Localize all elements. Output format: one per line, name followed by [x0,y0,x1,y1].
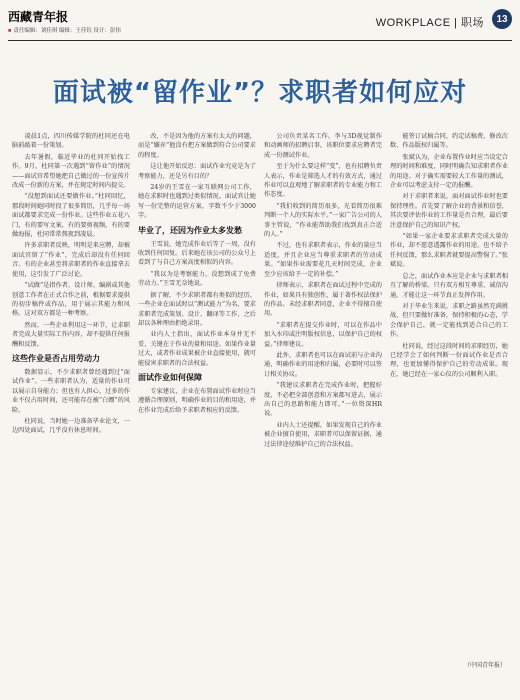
paragraph: 张斌认为，企业布置作业时应当设定合理的时间和难度，同时明确告知求职者作业的用途。对于确实需要较大工作量的测试，企业可以考虑支付一定的报酬。 [390,153,508,190]
paragraph: 然而，一些企业利用这一环节，让求职者完成大量实际工作内容，却不提供任何报酬和反馈。 [12,321,130,348]
paragraph: 数据显示，不少求职者曾经遇到过“面试作业”。一些求职者认为，适量的作业可以展示自身能力；但也有人担心，过多的作业不仅占用时间，还可能存在被“白嫖”的风险。 [12,368,130,414]
bullet-icon: ■ [8,28,12,34]
paragraph: 律师表示，求职者在面试过程中完成的作业，如果具有独创性，属于著作权法保护的作品。未经求职者同意，企业不得擅自使用。 [264,282,382,318]
paragraph: 据了解，不少求职者都有类似的经历。一些企业在面试时以“测试能力”为名，要求求职者完成策划、设计、翻译等工作，之后却以各种理由拒绝录用。 [138,291,256,327]
column-2 [138,132,256,647]
paragraph: “试做”是指作者，设计师、编剧或其他创意工作者在正式合作之前，根据要求提供的初步稿件或作品，用于展示其能力和风格。这对双方都是一种考察。 [12,282,130,318]
article-body [12,132,508,647]
paragraph: “我建议求职者在完成作业时，把握好度，不必把全部创意和方案都写进去，展示出自己的思路和能力即可。”一位资深HR说。 [264,382,382,418]
article-headline: 面试被“留作业”？求职者如何应对 [52,78,468,108]
paragraph: 24岁的王雪在一家互联网公司工作，她在求职时也遇到过类似情况。面试官让她写一份完整的运营方案，字数不少于3000字。 [138,184,256,220]
paragraph: “如果一家企业要求求职者完成大量的作业，却不愿意透露作业的用途，也不给予任何反馈，那么求职者就要提高警惕了。”张斌说。 [390,233,508,269]
paragraph: 去年暑假，临近毕业的杜同开始找工作。9月，杜同第一次遇到“留作业”的情况——面试官希望她把自己做过的一份宣传片改成一份新的方案，并在规定时间内提交。 [12,153,130,190]
paragraph: 此外，求职者也可以在面试前与企业沟通，明确作业的用途和归属，必要时可以签订相关协议。 [264,351,382,378]
subheading: 这些作业是否占用劳动力 [12,353,100,363]
paragraph: 业内人士指出，面试作业本身并无不妥，关键在于作业的量和用途。如果作业量过大，或者作业成果被企业直接使用，就可能侵害求职者的合法权益。 [138,331,256,367]
editor-credits [8,26,121,34]
paragraph: 对于毕业生来说，求职之路虽然充满挑战，但只要做好准备，保持积极的心态，学会保护自己，就一定能找到适合自己的工作。 [390,302,508,339]
paragraph: 至于为什么要这样“变”，也有招聘负责人表示，作业是筛选人才的有效方式，通过作业可以直观地了解求职者的专业能力和工作态度。 [264,163,382,199]
paragraph: 杜同说，经过这段时间的求职经历，她已经学会了如何判断一份面试作业是否合理，也更加懂得保护自己的劳动成果。现在，她已经在一家心仪的公司顺利入职。 [390,342,508,378]
paragraph: “求职者在提交作业时，可以在作品中加入水印或注明版权信息，以保护自己的权益。”律师建议。 [264,321,382,348]
paragraph: 公司负责某名工作。李与3D视觉制作和动画师的招聘启事，该职位要求应聘者完成一份测试作业。 [264,133,382,159]
paragraph: “没想到面试还要做作业。”杜同回忆，那段时间她同时投了很多简历，几乎每一场面试都要求完成一份作业。这些作业五花八门，有的要写文案，有的要剪视频，有的要做海报，杜同常常熬夜到凌晨。 [12,193,130,239]
subheading: 毕业了，还因为作业太多发愁 [138,225,242,235]
paragraph: 总之，面试作业本应是企业与求职者相互了解的桥梁。只有双方相互尊重、诚信沟通，才能让这一环节真正发挥作用。 [390,272,508,299]
paragraph: 凌晨1点，四川传媒学院的杜同还在电脑前敲着一份策划。 [12,133,130,150]
paragraph: 业内人士还提醒，如果发现自己的作业被企业擅自使用，求职者可以保留证据，通过法律途径维护自己的合法权益。 [264,421,382,448]
paragraph: 能签订试稿合同，约定试稿费、修改次数、作品版权归属等。 [390,133,508,150]
paragraph: 杜同说，当时她一边准备毕业论文，一边四处面试，几乎没有休息时间。 [12,417,130,435]
paragraph: 对于求职者来说，面对面试作业时也要保持理性。首先要了解企业的背景和信誉，其次要评估作业的工作量是否合理，最后要注意保护自己的知识产权。 [390,193,508,229]
paragraph: “我们收到的简历很多，光看简历很难判断一个人的实际水平。”一家广告公司的人事主管说，“作业能帮助我们找到真正合适的人。” [264,202,382,239]
editor-credits-text: 责任编辑：刘佳琪 编辑：王佳钰 设计：彭伟 [13,28,121,34]
paragraph: “我以为是考察能力，没想到成了免费劳动力。”王雪无奈地说。 [138,270,256,288]
column-4 [390,132,508,647]
paragraph: 改，不是因为他的方案有太大的问题，而是“嫌弃”他没有把方案做到符合公司要求的程度。 [138,133,256,159]
paragraph: 这让他开始反思：面试作业究竟是为了考察能力，还是另有目的？ [138,163,256,180]
section-tag: WORKPLACE | 职场 [375,17,484,29]
source-credit: （中国青年报） [463,662,506,669]
paragraph: 许多求职者反映，明明是来应聘，却被面试官留了“作业”，完成后却没有任何回音。有的企业甚至将求职者的作业直接拿去使用，这引发了广泛讨论。 [12,242,130,278]
newspaper-logo: 西藏青年报 [8,10,69,24]
paragraph: 不过，也有求职者表示，作业的量应当适度，并且企业应当尊重求职者的劳动成果。“如果作业需要花几天时间完成，企业至少应该给予一定的补偿。” [264,242,382,278]
masthead [8,6,512,41]
page-number-badge: 13 [492,9,512,29]
column-1 [12,132,130,647]
paragraph: 王雪说，她完成作业后等了一周，没有收到任何回复。后来她在该公司的公众号上看到了与自己方案高度相似的内容。 [138,240,256,267]
paragraph: 专家建议，企业在布置面试作业时应当遵循合理原则，明确作业的目的和用途，并在作业完成后给予求职者相应的反馈。 [138,387,256,414]
column-3 [264,132,382,647]
subheading: 面试作业如何保障 [138,372,202,382]
